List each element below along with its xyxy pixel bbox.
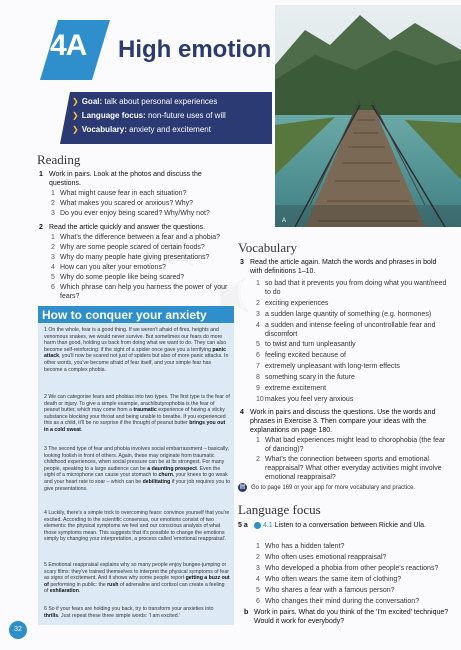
listening-question: 2 Who often uses emotional reappraisal?	[256, 554, 387, 561]
listening-question: 6 Who changes their mind during the conversation?	[256, 598, 420, 605]
discussion-question: 1 What bad experiences might lead to chorophobia (the fear of dancing)?	[256, 437, 446, 453]
definition-item: 1 so bad that it prevents you from doing what you want/need to do	[256, 280, 447, 296]
chevron-right-icon: ❯	[72, 125, 79, 134]
listening-question: 1 Who has a hidden talent?	[256, 543, 345, 550]
goals-banner	[60, 92, 272, 144]
exercise-5a-instruction: 5 a 4.1 Listen to a conversation between Rickie and Ula.	[238, 522, 427, 529]
definition-item: 2 exciting experiences	[256, 300, 329, 307]
vocabulary-line: ❯ Vocabulary: anxiety and excitement	[72, 125, 211, 134]
listening-question: 5 Who shares a fear with a famous person?	[256, 587, 395, 594]
exercise-2-question: 2 Why are some people scared of certain foods?	[51, 244, 205, 251]
exercise-2-question: 1 What's the difference between a fear and a phobia?	[51, 234, 220, 241]
article-paragraph: 4 Luckily, there's a simple trick to overcoming fears: convince yourself that you're excited. According to the scientific consensus, our emotions consist of two elements: the physical symptoms we feel and our conscious analysis of what those symptoms mean. This suggests that it's possible to change the emotions simply by changing your interpretation, a process called 'emotional reappraisal'.	[44, 510, 230, 543]
page-number: 32	[9, 621, 27, 639]
vocabulary-heading: Vocabulary	[238, 240, 297, 255]
exercise-5b-instruction: b Work in pairs. What do you think of the 'I'm excited' technique? Would it work for everybody?	[244, 609, 449, 625]
discussion-question: 2 What's the connection between sports and emotional reappraisal? What other everyday activities might involve emotional reappraisal?	[256, 456, 442, 481]
exercise-1-question: 3 Do you ever enjoy being scared? Why/Why not?	[51, 210, 210, 217]
exercise-2-question: 4 How can you alter your emotions?	[51, 264, 166, 271]
language-focus-heading: Language focus	[238, 502, 321, 517]
article-paragraph: 3 The second type of fear and phobia involves social embarrassment – basically, looking foolish in front of others. Again, these may originate from traumatic childhood experiences, when social pressure can be at its strongest. For many people, speaking to a large audience can be a daunting prospect. Even the sight of a microphone can cause your stomach to churn, your knees to go weak and your heart rate to soar – which can be debilitating if your job requires you to give presentations.	[44, 446, 230, 492]
definition-item: 3 a sudden large quantity of something (e.g. hormones)	[256, 311, 432, 318]
reading-heading: Reading	[37, 152, 81, 167]
exercise-2-question: 5 Why do some people like being scared?	[51, 274, 185, 281]
article-paragraph: 2 We can categorise fears and phobias into two types. The first type is the fear of death or injury. To give a simple example, arachibutyrophobia is the fear of peanut butter, which may come from a traumatic experience of having a sticky substance blocking your throat and being unable to breathe. If you experienced this as a child, it'll be no surprise if the thought of peanut butter brings you out in a cold sweat.	[44, 394, 230, 433]
exercise-3-instruction: 3 Read the article again. Match the words and phrases in bold with definitions 1–10.	[240, 259, 437, 275]
exercise-2-question: 6 Which phrase can help you harness the power of your fears?	[51, 284, 228, 300]
exercise-1-instruction: 1 Work in pairs. Look at the photos and discuss the questions.	[39, 171, 202, 187]
audio-track-number: 4.1	[262, 522, 273, 529]
suspension-bridge-image	[275, 5, 461, 227]
exercise-1-question: 2 What makes you scared or anxious? Why?	[51, 200, 194, 207]
more-practice-link[interactable]: ▤ Go to page 169 or your app for more vocabulary and practice.	[239, 484, 416, 492]
audio-icon[interactable]	[254, 522, 261, 529]
definition-item: 4 a sudden and intense feeling of uncontrollable fear and discomfort	[256, 322, 436, 338]
definition-item: 6 feeling excited because of	[256, 352, 346, 359]
chevron-right-icon: ❯	[72, 111, 79, 120]
definition-item: 9 extreme excitement	[256, 385, 327, 392]
exercise-4-instruction: 4 Work in pairs and discuss the questions. Use the words and phrases in Exercise 3. Then compare your ideas with the explanations on page 180.	[240, 409, 436, 434]
unit-number: 4A	[50, 29, 87, 62]
article-paragraph: 5 Emotional reappraisal explains why so many people enjoy bungee-jumping or scary films: they've trained themselves to interpret the physical symptoms of fear as signs of excitement. And it shows why some people report getting a buzz out of performing in public: the rush of adrenaline and cortisol can create a feeling of exhilaration.	[44, 562, 230, 595]
listening-question: 4 Who often wears the same item of clothing?	[256, 576, 402, 583]
page-title: High emotion	[118, 36, 272, 63]
goal-line: ❯ Goal: talk about personal experiences	[72, 97, 218, 106]
language-focus-line: ❯ Language focus: non-future uses of will	[72, 111, 226, 120]
definition-item: 8 something scary in the future	[256, 374, 355, 381]
definition-item: 7 extremely unpleasant with long-term effects	[256, 363, 400, 370]
exercise-1-question: 1 What might cause fear in each situation?	[51, 190, 187, 197]
chevron-right-icon: ❯	[72, 97, 79, 106]
article-title: How to conquer your anxiety	[38, 306, 234, 323]
article-paragraph: 6 So if your fears are holding you back, try to transform your anxieties into thrills. Just repeat these three simple words: 'I am excited.'	[44, 606, 214, 619]
bridge-photo	[275, 5, 461, 227]
book-icon: ▤	[239, 484, 246, 490]
exercise-2-question: 3 Why do many people hate giving presentations?	[51, 254, 210, 261]
definition-item: 5 to twist and turn unpleasantly	[256, 341, 356, 348]
article-paragraph: 1 On the whole, fear is a good thing. If we weren't afraid of fires, heights and venomous snakes, we would never survive. But sometimes our fears do more harm than good, holding us back from doing what we want to do. They can also become self-reinforcing: if the sight of a spider once gave you a terrifying panic attack, you'll now be scared not just of spiders but also of more panic attacks. In other words, you've become afraid of fear itself, and your simple fear has become a complex phobia.	[44, 327, 229, 373]
listening-question: 3 Who developed a phobia from other people's reactions?	[256, 565, 439, 572]
definition-item: 10 makes you feel very anxious	[256, 396, 354, 403]
photo-label: A	[282, 218, 287, 224]
exercise-2-instruction: 2 Read the article quickly and answer the questions.	[39, 224, 206, 231]
